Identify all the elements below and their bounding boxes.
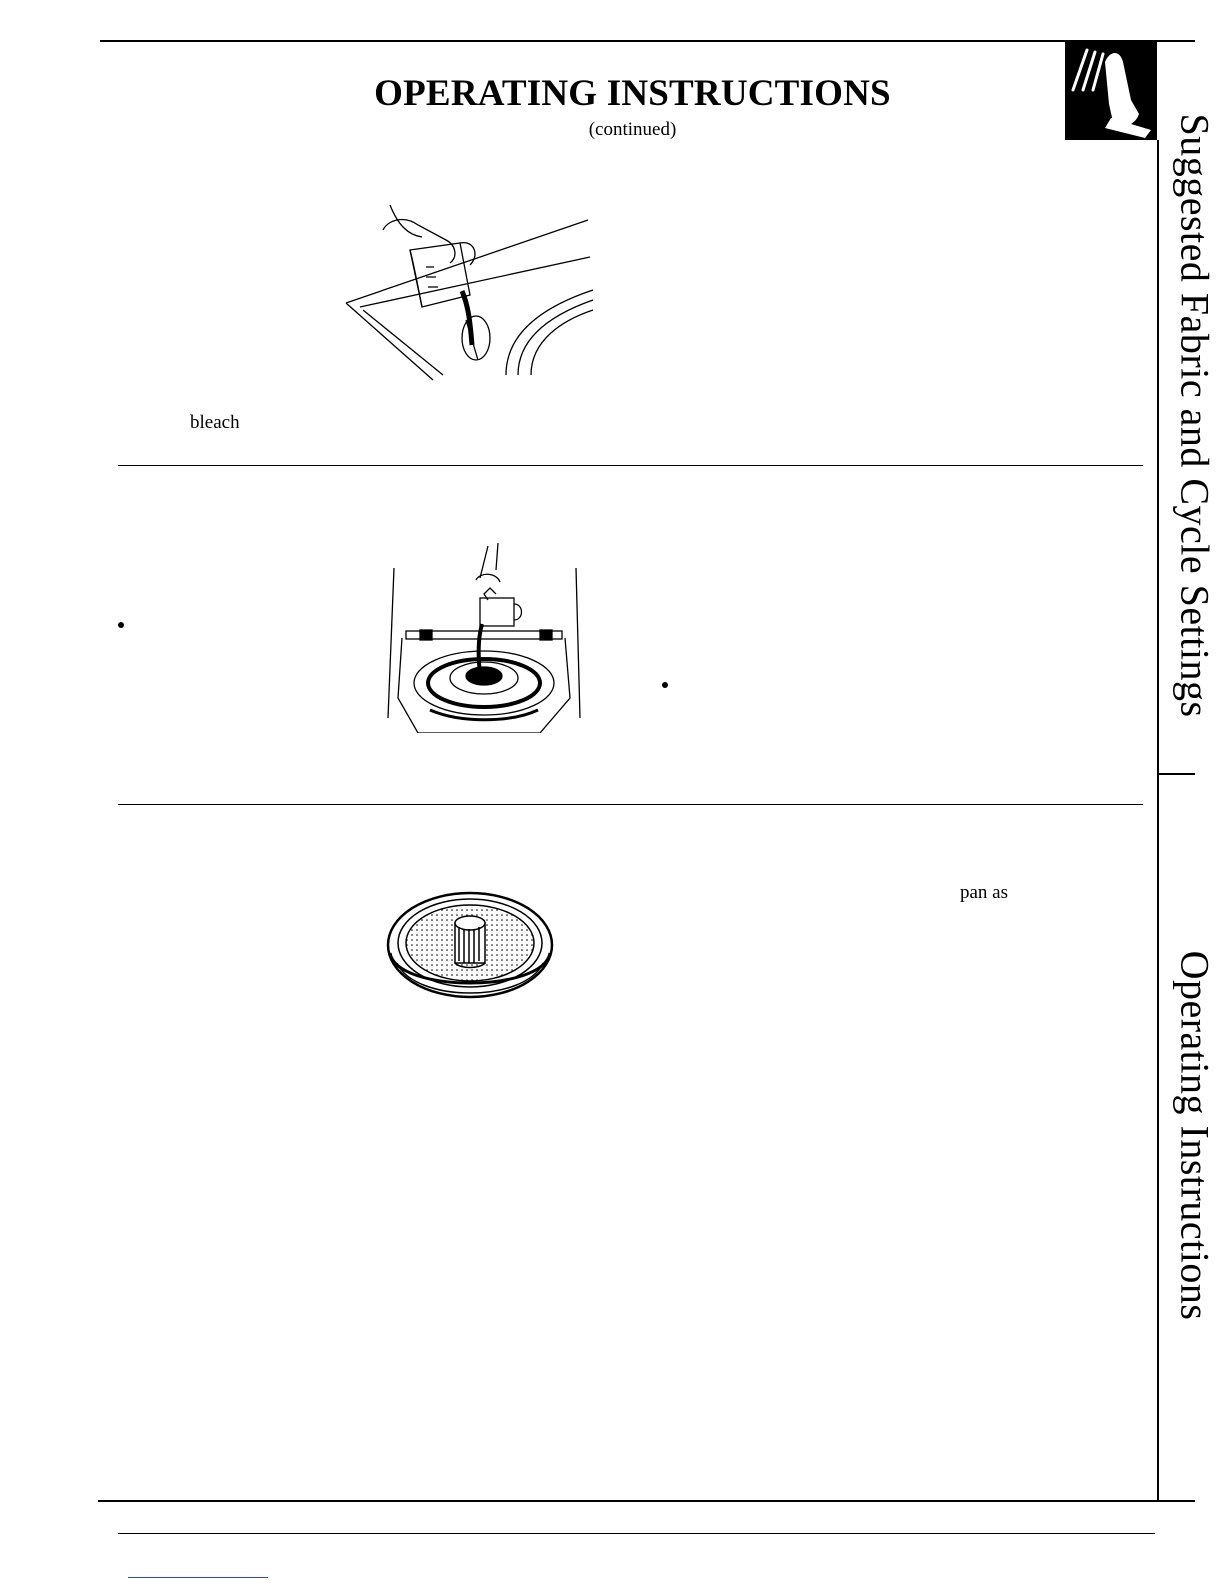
page-title: OPERATING INSTRUCTIONS (374, 73, 891, 114)
top-rule (100, 40, 1195, 42)
tab-divider-horizontal (1159, 773, 1195, 775)
side-tab-label: Suggested Fabric and Cycle Settings (1172, 112, 1218, 718)
pouring-bleach-illustration (338, 195, 600, 385)
filter-pan-illustration (385, 883, 555, 1008)
side-tab-operating (1165, 950, 1225, 1320)
bullet-point (662, 682, 668, 688)
pan-as-label: pan as (960, 882, 1009, 903)
bottom-rule (98, 1500, 1195, 1502)
bleach-label: bleach (190, 412, 240, 433)
side-tab-suggested (1165, 112, 1225, 718)
section-divider-2 (118, 804, 1143, 805)
bullet-point (118, 622, 124, 628)
tab-divider-vertical (1157, 140, 1159, 1500)
side-tab-label: Operating Instructions (1172, 950, 1218, 1320)
page-subtitle: (continued) (588, 119, 677, 140)
footer-link-underline[interactable] (128, 1577, 268, 1578)
section-divider-1 (118, 465, 1143, 466)
pouring-softener-illustration (380, 538, 585, 733)
footer-rule (118, 1533, 1155, 1534)
